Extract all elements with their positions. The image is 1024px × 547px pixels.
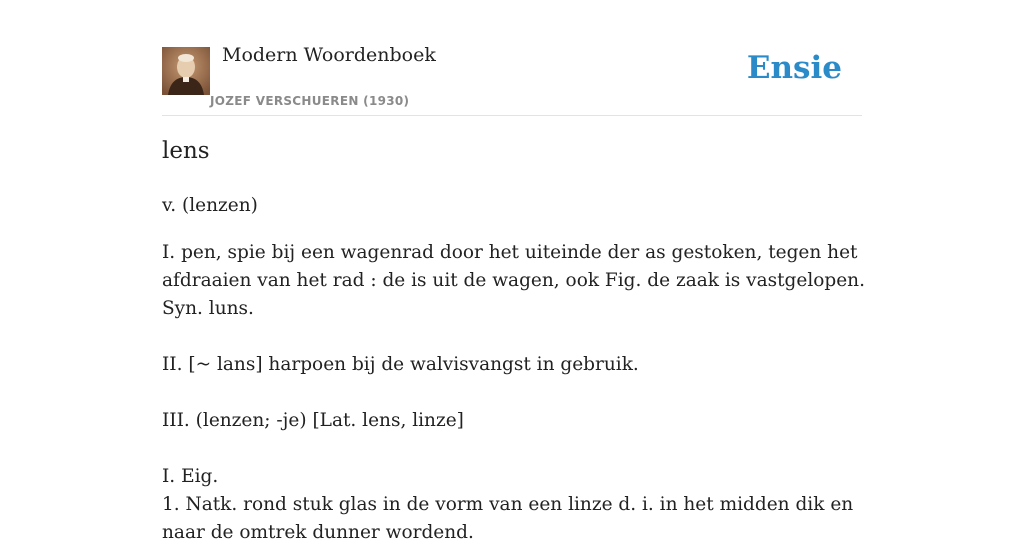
book-title[interactable]: Modern Woordenboek <box>222 44 436 66</box>
entry-grammar: v. (lenzen) <box>162 195 258 216</box>
site-header <box>162 0 862 116</box>
content-container <box>162 0 865 543</box>
entry-paragraph: II. [~ lans] harpoen bij de walvisvangst in gebruik. <box>162 354 639 375</box>
entry-paragraph: I. pen, spie bij een wagenrad door het uiteinde der as gestoken, tegen het afdraaien van het rad : de is uit de wagen, ook Fig. de zaak is vastgelopen. Syn. luns. <box>162 242 865 319</box>
author-portrait-icon[interactable] <box>162 47 210 95</box>
entry-body <box>162 192 872 547</box>
entry-paragraph: I. Eig. <box>162 466 219 487</box>
author-name[interactable]: JOZEF VERSCHUEREN (1930) <box>210 94 410 108</box>
entry-headword: lens <box>162 138 210 164</box>
ensie-logo[interactable]: Ensie <box>746 50 842 86</box>
entry-paragraph: 1. Natk. rond stuk glas in de vorm van een linze d. i. in het midden dik en naar de omtrek dunner wordend. <box>162 494 854 543</box>
entry-paragraph: III. (lenzen; -je) [Lat. lens, linze] <box>162 410 464 431</box>
